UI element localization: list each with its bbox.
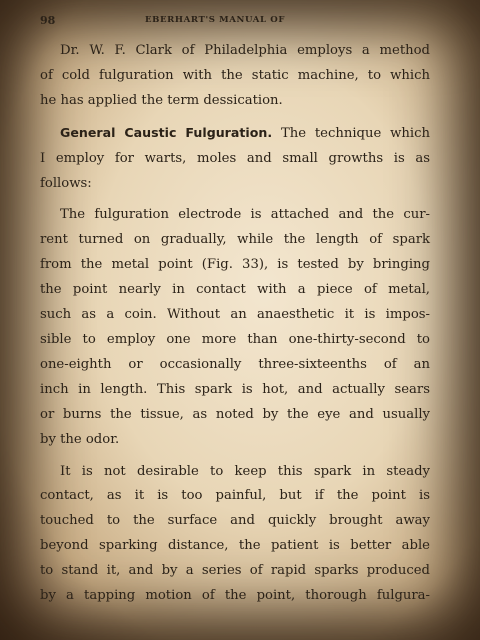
text-line: rent turned on gradually, while the length of spark: [40, 232, 430, 248]
text-line: from the metal point (Fig. 33), is tested by bringing: [40, 257, 430, 273]
page-header: [40, 14, 460, 30]
text-line: to stand it, and by a series of rapid sparks produced: [40, 563, 430, 579]
running-head: EBERHART'S MANUAL OF: [145, 15, 286, 25]
text-line: the point nearly in contact with a piece of metal,: [40, 282, 430, 298]
text-line: It is not desirable to keep this spark in steady: [60, 463, 430, 479]
page-body: [40, 39, 430, 616]
text-line: follows:: [40, 175, 92, 191]
text-line: one-eighth or occasionally three-sixteenths of an: [40, 356, 430, 372]
text-line: touched to the surface and quickly brought away: [40, 513, 430, 529]
text-line: inch in length. This spark is hot, and actually sears: [40, 381, 430, 397]
text-line: [40, 121, 430, 147]
text-line: such as a coin. Without an anaesthetic it is impos-: [40, 307, 430, 323]
text-line: beyond sparking distance, the patient is better able: [40, 538, 430, 554]
text-line-segment: The technique which: [280, 125, 430, 141]
text-line: The fulguration electrode is attached and the cur-: [60, 207, 430, 223]
text-line: I employ for warts, moles and small growths is as: [40, 150, 430, 166]
paragraph-4: [40, 460, 430, 609]
section-heading: General Caustic Fulguration.: [60, 124, 273, 140]
text-line: of cold fulguration with the static machine, to which: [40, 67, 430, 83]
paragraph-2: [40, 121, 430, 197]
text-line: by a tapping motion of the point, thorough fulgura-: [40, 588, 430, 604]
text-line: Dr. W. F. Clark of Philadelphia employs a method: [60, 43, 430, 58]
text-line: sible to employ one more than one-thirty-second to: [40, 331, 430, 347]
text-line: contact, as it is too painful, but if the point is: [40, 488, 430, 504]
page-number: 98: [40, 14, 56, 27]
paragraph-1: [40, 39, 430, 114]
text-line: or burns the tissue, as noted by the eye and usually: [40, 406, 430, 422]
text-line: by the odor.: [40, 431, 120, 447]
text-line: he has applied the term dessication.: [40, 92, 283, 108]
paragraph-3: [40, 203, 430, 452]
